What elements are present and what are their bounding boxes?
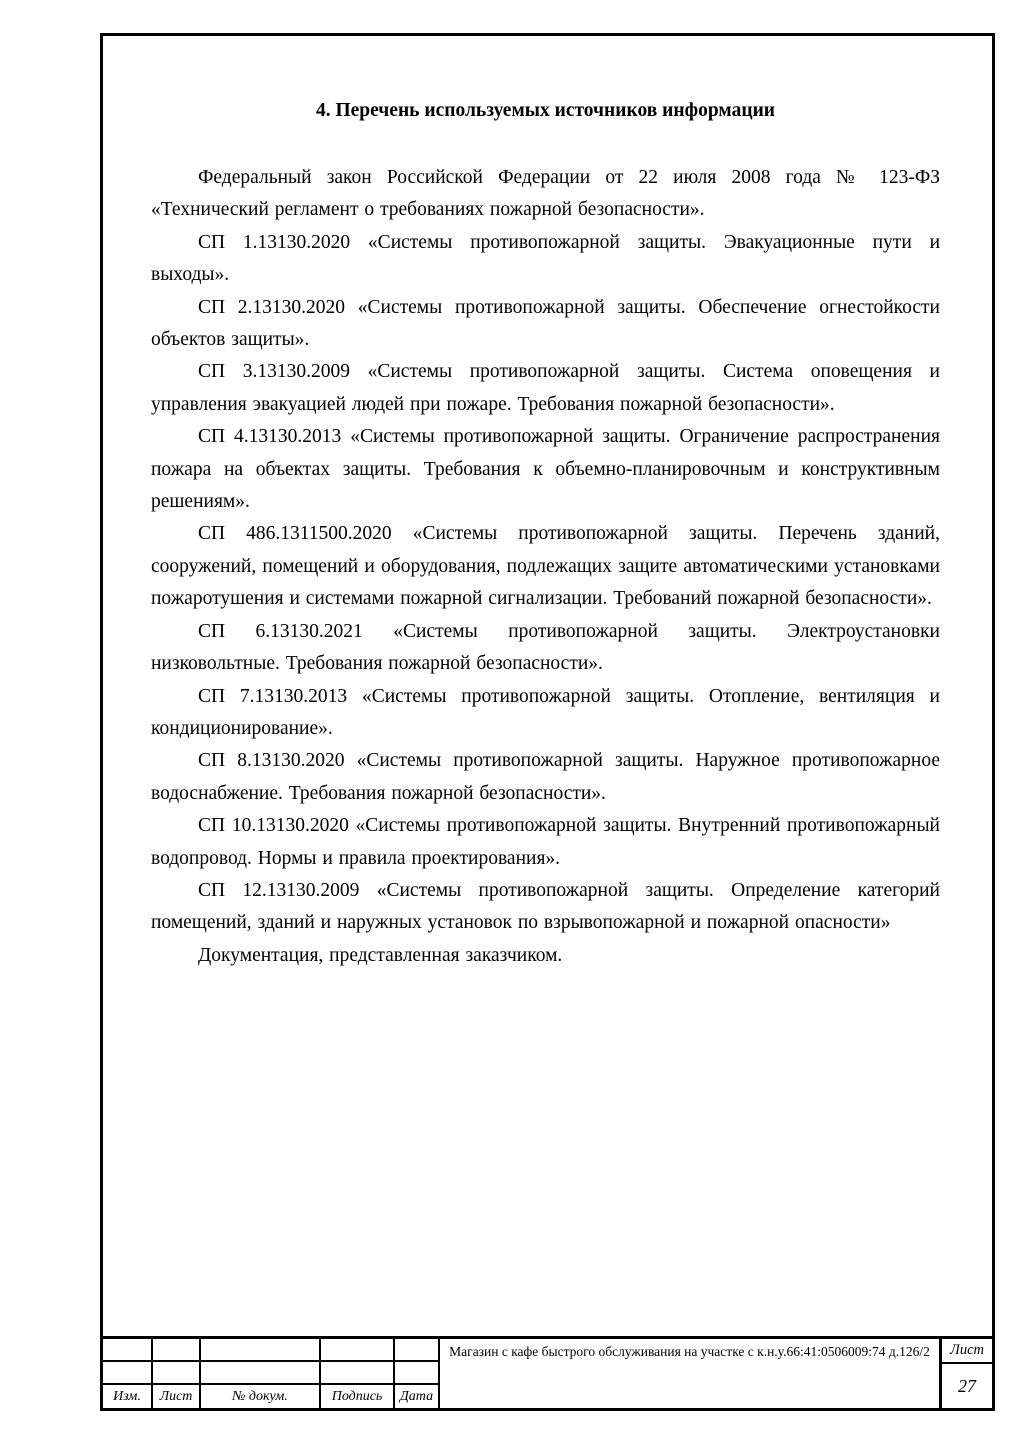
- revision-table: [103, 1339, 440, 1408]
- revision-cell: [321, 1362, 395, 1385]
- paragraph: СП 7.13130.2013 «Системы противопожарной защиты. Отопление, вентиляция и кондиционирование».: [151, 685, 940, 739]
- sheet-number: 27: [958, 1375, 976, 1396]
- paragraph: СП 486.1311500.2020 «Системы противопожарной защиты. Перечень зданий, сооружений, помещений и оборудования, подлежащих защите автоматическими установками пожаротушения и системами пожарной сигнализации. Требований пожарной безопасности».: [151, 523, 940, 610]
- revision-cell: [395, 1339, 440, 1362]
- revision-cell: [153, 1362, 201, 1385]
- revision-cell: [201, 1339, 321, 1362]
- column-label-izm: Изм.: [103, 1385, 153, 1408]
- project-name-cell: [440, 1339, 942, 1408]
- sheet-column: [942, 1339, 992, 1408]
- title-block: [103, 1336, 992, 1408]
- revision-cell: [153, 1339, 201, 1362]
- column-label-list: Лист: [153, 1385, 201, 1408]
- column-label-ndokum: № докум.: [201, 1385, 321, 1408]
- revision-cell: [103, 1362, 153, 1385]
- paragraph: СП 10.13130.2020 «Системы противопожарной защиты. Внутренний противопожарный водопровод. Нормы и правила проектирования».: [151, 815, 940, 869]
- column-label-podpis: Подпись: [321, 1385, 395, 1408]
- sheet-label: Лист: [942, 1339, 992, 1364]
- document-body: [103, 36, 992, 1336]
- page-frame: [100, 33, 995, 1411]
- paragraph: СП 4.13130.2013 «Системы противопожарной защиты. Ограничение распространения пожара на объектах защиты. Требования к объемно-планировочным и конструктивным решениям».: [151, 426, 940, 513]
- paragraph: Документация, представленная заказчиком.: [198, 944, 563, 966]
- paragraph: Федеральный закон Российской Федерации от 22 июля 2008 года № 123-ФЗ «Технический регламент о требованиях пожарной безопасности».: [151, 167, 940, 221]
- paragraph: СП 12.13130.2009 «Системы противопожарной защиты. Определение категорий помещений, зданий и наружных установок по взрывопожарной и пожарной опасности»: [151, 879, 940, 934]
- page-title: 4. Перечень используемых источников информации: [315, 100, 776, 121]
- paragraph: СП 6.13130.2021 «Системы противопожарной защиты. Электроустановки низковольтные. Требования пожарной безопасности».: [151, 620, 940, 675]
- paragraph: СП 8.13130.2020 «Системы противопожарной защиты. Наружное противопожарное водоснабжение. Требования пожарной безопасности».: [151, 750, 940, 804]
- revision-cell: [321, 1339, 395, 1362]
- project-name: Магазин с кафе быстрого обслуживания на участке с к.н.у.66:41:0506009:74 д.126/2: [449, 1344, 930, 1359]
- revision-cell: [103, 1339, 153, 1362]
- column-label-data: Дата: [395, 1385, 440, 1408]
- paragraph: СП 2.13130.2020 «Системы противопожарной защиты. Обеспечение огнестойкости объектов защиты».: [151, 296, 940, 351]
- paragraph: СП 3.13130.2009 «Системы противопожарной защиты. Система оповещения и управления эвакуацией людей при пожаре. Требования пожарной безопасности».: [151, 361, 940, 415]
- paragraph: СП 1.13130.2020 «Системы противопожарной защиты. Эвакуационные пути и выходы».: [151, 231, 940, 286]
- revision-cell: [201, 1362, 321, 1385]
- revision-cell: [395, 1362, 440, 1385]
